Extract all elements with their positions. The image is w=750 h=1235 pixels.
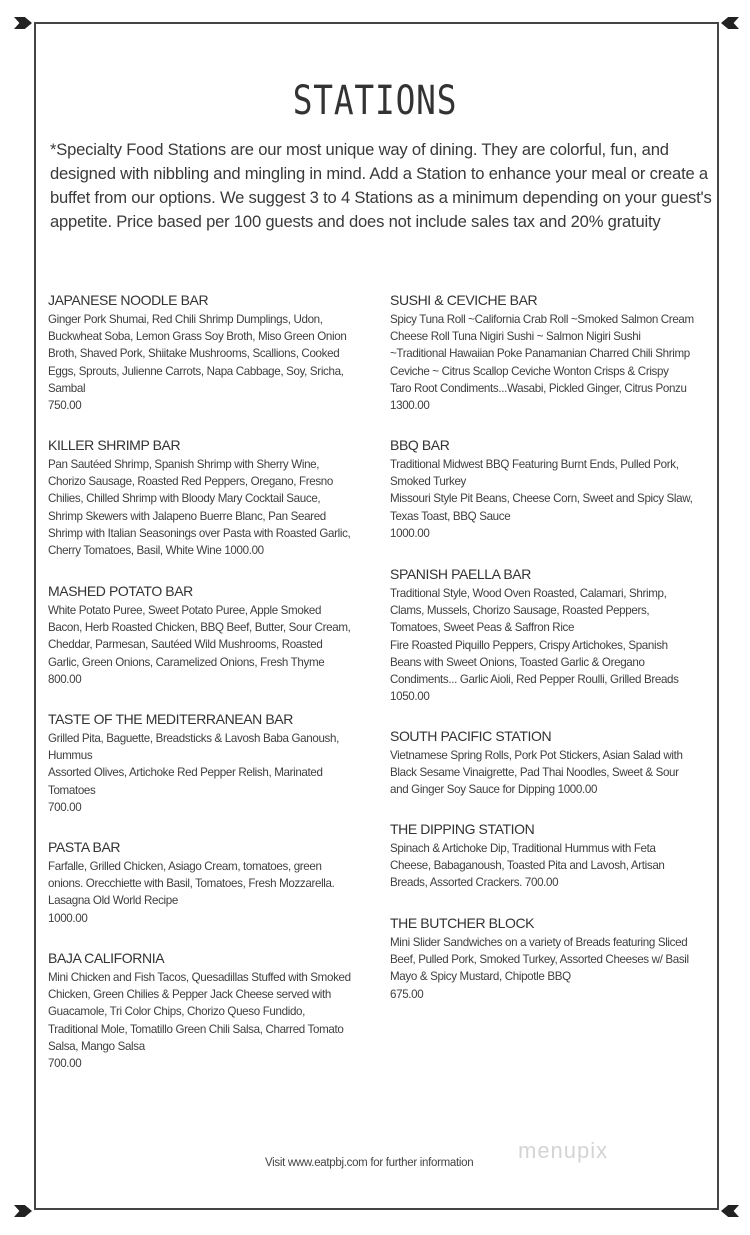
station-description-line: Bacon, Herb Roasted Chicken, BBQ Beef, Butter, Sour Cream,	[48, 621, 351, 635]
station-section	[390, 728, 730, 799]
station-section	[48, 711, 388, 816]
page-title: STATIONS	[292, 78, 458, 124]
station-description-line: Chicken, Green Chilies & Pepper Jack Cheese served with	[48, 988, 331, 1002]
station-name: KILLER SHRIMP BAR	[48, 437, 181, 453]
station-description-line: 675.00	[390, 987, 424, 1001]
station-name: MASHED POTATO BAR	[48, 583, 193, 599]
station-description-line: Smoked Turkey	[390, 475, 466, 489]
arrow-icon	[721, 1205, 739, 1217]
station-description-line: Spinach & Artichoke Dip, Traditional Hummus with Feta	[390, 842, 656, 855]
station-description-line: 750.00	[48, 399, 82, 413]
station-description-line: Condiments... Garlic Aioli, Red Pepper Roulli, Grilled Breads	[390, 673, 679, 687]
station-description-line: Cheese, Babaganoush, Toasted Pita and Lavosh, Artisan	[390, 859, 665, 873]
station-description-line: Shrimp Skewers with Jalapeno Buerre Blanc, Pan Seared	[48, 509, 326, 523]
station-description-line: Ceviche ~ Citrus Scallop Ceviche Wonton Crisps & Crispy	[390, 364, 669, 378]
station-description-line: Mini Chicken and Fish Tacos, Quesadillas Stuffed with Smoked	[48, 971, 351, 984]
station-description-line: Eggs, Sprouts, Julienne Carrots, Napa Cabbage, Soy, Sricha,	[48, 364, 344, 378]
station-description-line: 1300.00	[390, 399, 430, 413]
station-section	[48, 292, 388, 414]
station-description-line: 800.00	[48, 672, 82, 686]
station-name: TASTE OF THE MEDITERRANEAN BAR	[48, 711, 293, 727]
intro-text: *Specialty Food Stations are our most unique way of dining. They are colorful, fun, and designed with nibbling and mingling in mind. Add a Station to enhance your meal or create a buffet from our options. We suggest 3 to 4 Stations as a minimum depending on your guest's appetite. Price based per 100 guests and does not include sales tax and 20% gratuity	[50, 140, 712, 231]
station-description-line: onions. Orecchiette with Basil, Tomatoes, Fresh Mozzarella.	[48, 877, 335, 891]
station-description-line: Hummus	[48, 749, 93, 763]
station-description-line: 1000.00	[390, 526, 430, 540]
station-section	[48, 437, 388, 559]
station-section	[390, 437, 730, 542]
station-description-line: Sambal	[48, 381, 86, 395]
station-description-line: Grilled Pita, Baguette, Breadsticks & Lavosh Baba Ganoush,	[48, 732, 339, 745]
station-section	[48, 950, 388, 1072]
station-description-line: 1000.00	[48, 911, 88, 925]
station-description-line: Cherry Tomatoes, Basil, White Wine 1000.00	[48, 544, 264, 558]
station-description-line: ~Traditional Hawaiian Poke Panamanian Charred Chili Shrimp	[390, 347, 690, 361]
station-name: BBQ BAR	[390, 437, 450, 453]
station-description-line: and Ginger Soy Sauce for Dipping 1000.00	[390, 783, 598, 797]
station-description-line: Breads, Assorted Crackers. 700.00	[390, 876, 559, 890]
station-description-line: Shrimp with Italian Seasonings over Pasta with Roasted Garlic,	[48, 526, 351, 540]
station-description-line: Mayo & Spicy Mustard, Chipotle BBQ	[390, 970, 571, 984]
footer-text: Visit www.eatpbj.com for further information	[265, 1157, 474, 1169]
station-section	[390, 566, 730, 705]
station-description-line: Traditional Mole, Tomatillo Green Chili Salsa, Charred Tomato	[48, 1022, 344, 1036]
station-name: PASTA BAR	[48, 839, 121, 855]
station-section	[390, 915, 730, 1003]
arrow-icon	[14, 1205, 32, 1217]
station-description-line: Ginger Pork Shumai, Red Chili Shrimp Dumplings, Udon,	[48, 313, 323, 326]
station-description-line: Clams, Mussels, Chorizo Sausage, Roasted Peppers,	[390, 604, 650, 618]
station-description-line: Cheddar, Parmesan, Sautéed Wild Mushrooms, Roasted	[48, 638, 323, 652]
station-name: BAJA CALIFORNIA	[48, 950, 165, 966]
station-description-line: Assorted Olives, Artichoke Red Pepper Relish, Marinated	[48, 766, 323, 780]
station-description-line: Spicy Tuna Roll ~California Crab Roll ~Smoked Salmon Cream	[390, 313, 694, 326]
station-description-line: Missouri Style Pit Beans, Cheese Corn, Sweet and Spicy Slaw,	[390, 492, 693, 506]
station-description-line: 700.00	[48, 800, 82, 814]
station-description-line: 1050.00	[390, 690, 430, 704]
station-description-line: Pan Sautéed Shrimp, Spanish Shrimp with Sherry Wine,	[48, 458, 320, 471]
station-description-line: 700.00	[48, 1057, 82, 1071]
station-description-line: Mini Slider Sandwiches on a variety of Breads featuring Sliced	[390, 936, 688, 949]
station-description-line: White Potato Puree, Sweet Potato Puree, Apple Smoked	[48, 604, 322, 617]
station-name: SUSHI & CEVICHE BAR	[390, 292, 538, 308]
station-description-line: Traditional Midwest BBQ Featuring Burnt Ends, Pulled Pork,	[390, 458, 679, 471]
station-section	[390, 821, 730, 892]
station-description-line: Chilies, Chilled Shrimp with Bloody Mary Cocktail Sauce,	[48, 492, 321, 506]
station-description-line: Tomatoes	[48, 783, 96, 797]
station-description-line: Fire Roasted Piquillo Peppers, Crispy Artichokes, Spanish	[390, 638, 668, 652]
station-description-line: Beans with Sweet Onions, Toasted Garlic & Oregano	[390, 655, 645, 669]
station-description-line: Texas Toast, BBQ Sauce	[390, 509, 511, 523]
station-description-line: Chorizo Sausage, Roasted Red Peppers, Oregano, Fresno	[48, 475, 333, 489]
station-description-line: Cheese Roll Tuna Nigiri Sushi ~ Salmon Nigiri Sushi	[390, 330, 641, 344]
station-description-line: Guacamole, Tri Color Chips, Chorizo Queso Fundido,	[48, 1005, 306, 1019]
station-description-line: Taro Root Condiments...Wasabi, Pickled Ginger, Citrus Ponzu	[390, 381, 687, 395]
station-description-line: Broth, Shaved Pork, Shiitake Mushrooms, Scallions, Cooked	[48, 347, 340, 361]
station-description-line: Buckwheat Soba, Lemon Grass Soy Broth, Miso Green Onion	[48, 330, 347, 344]
station-section	[48, 839, 388, 927]
station-description-line: Vietnamese Spring Rolls, Pork Pot Stickers, Asian Salad with	[390, 749, 683, 762]
station-description-line: Traditional Style, Wood Oven Roasted, Calamari, Shrimp,	[390, 587, 667, 600]
station-name: SPANISH PAELLA BAR	[390, 566, 531, 582]
station-description-line: Lasagna Old World Recipe	[48, 894, 178, 908]
station-description-line: Garlic, Green Onions, Caramelized Onions, Fresh Thyme	[48, 655, 325, 669]
arrow-icon	[721, 17, 739, 29]
station-description-line: Tomatoes, Sweet Peas & Saffron Rice	[390, 621, 575, 635]
station-name: THE DIPPING STATION	[390, 821, 535, 837]
watermark: menupix	[518, 1138, 609, 1163]
arrow-icon	[14, 17, 32, 29]
station-section	[48, 583, 388, 688]
station-description-line: Farfalle, Grilled Chicken, Asiago Cream, tomatoes, green	[48, 860, 322, 873]
station-description-line: Black Sesame Vinaigrette, Pad Thai Noodles, Sweet & Sour	[390, 766, 679, 780]
station-name: SOUTH PACIFIC STATION	[390, 728, 552, 744]
station-section	[390, 292, 730, 414]
station-name: JAPANESE NOODLE BAR	[48, 292, 209, 308]
station-description-line: Salsa, Mango Salsa	[48, 1039, 145, 1053]
station-description-line: Beef, Pulled Pork, Smoked Turkey, Assorted Cheeses w/ Basil	[390, 953, 689, 967]
station-name: THE BUTCHER BLOCK	[390, 915, 535, 931]
